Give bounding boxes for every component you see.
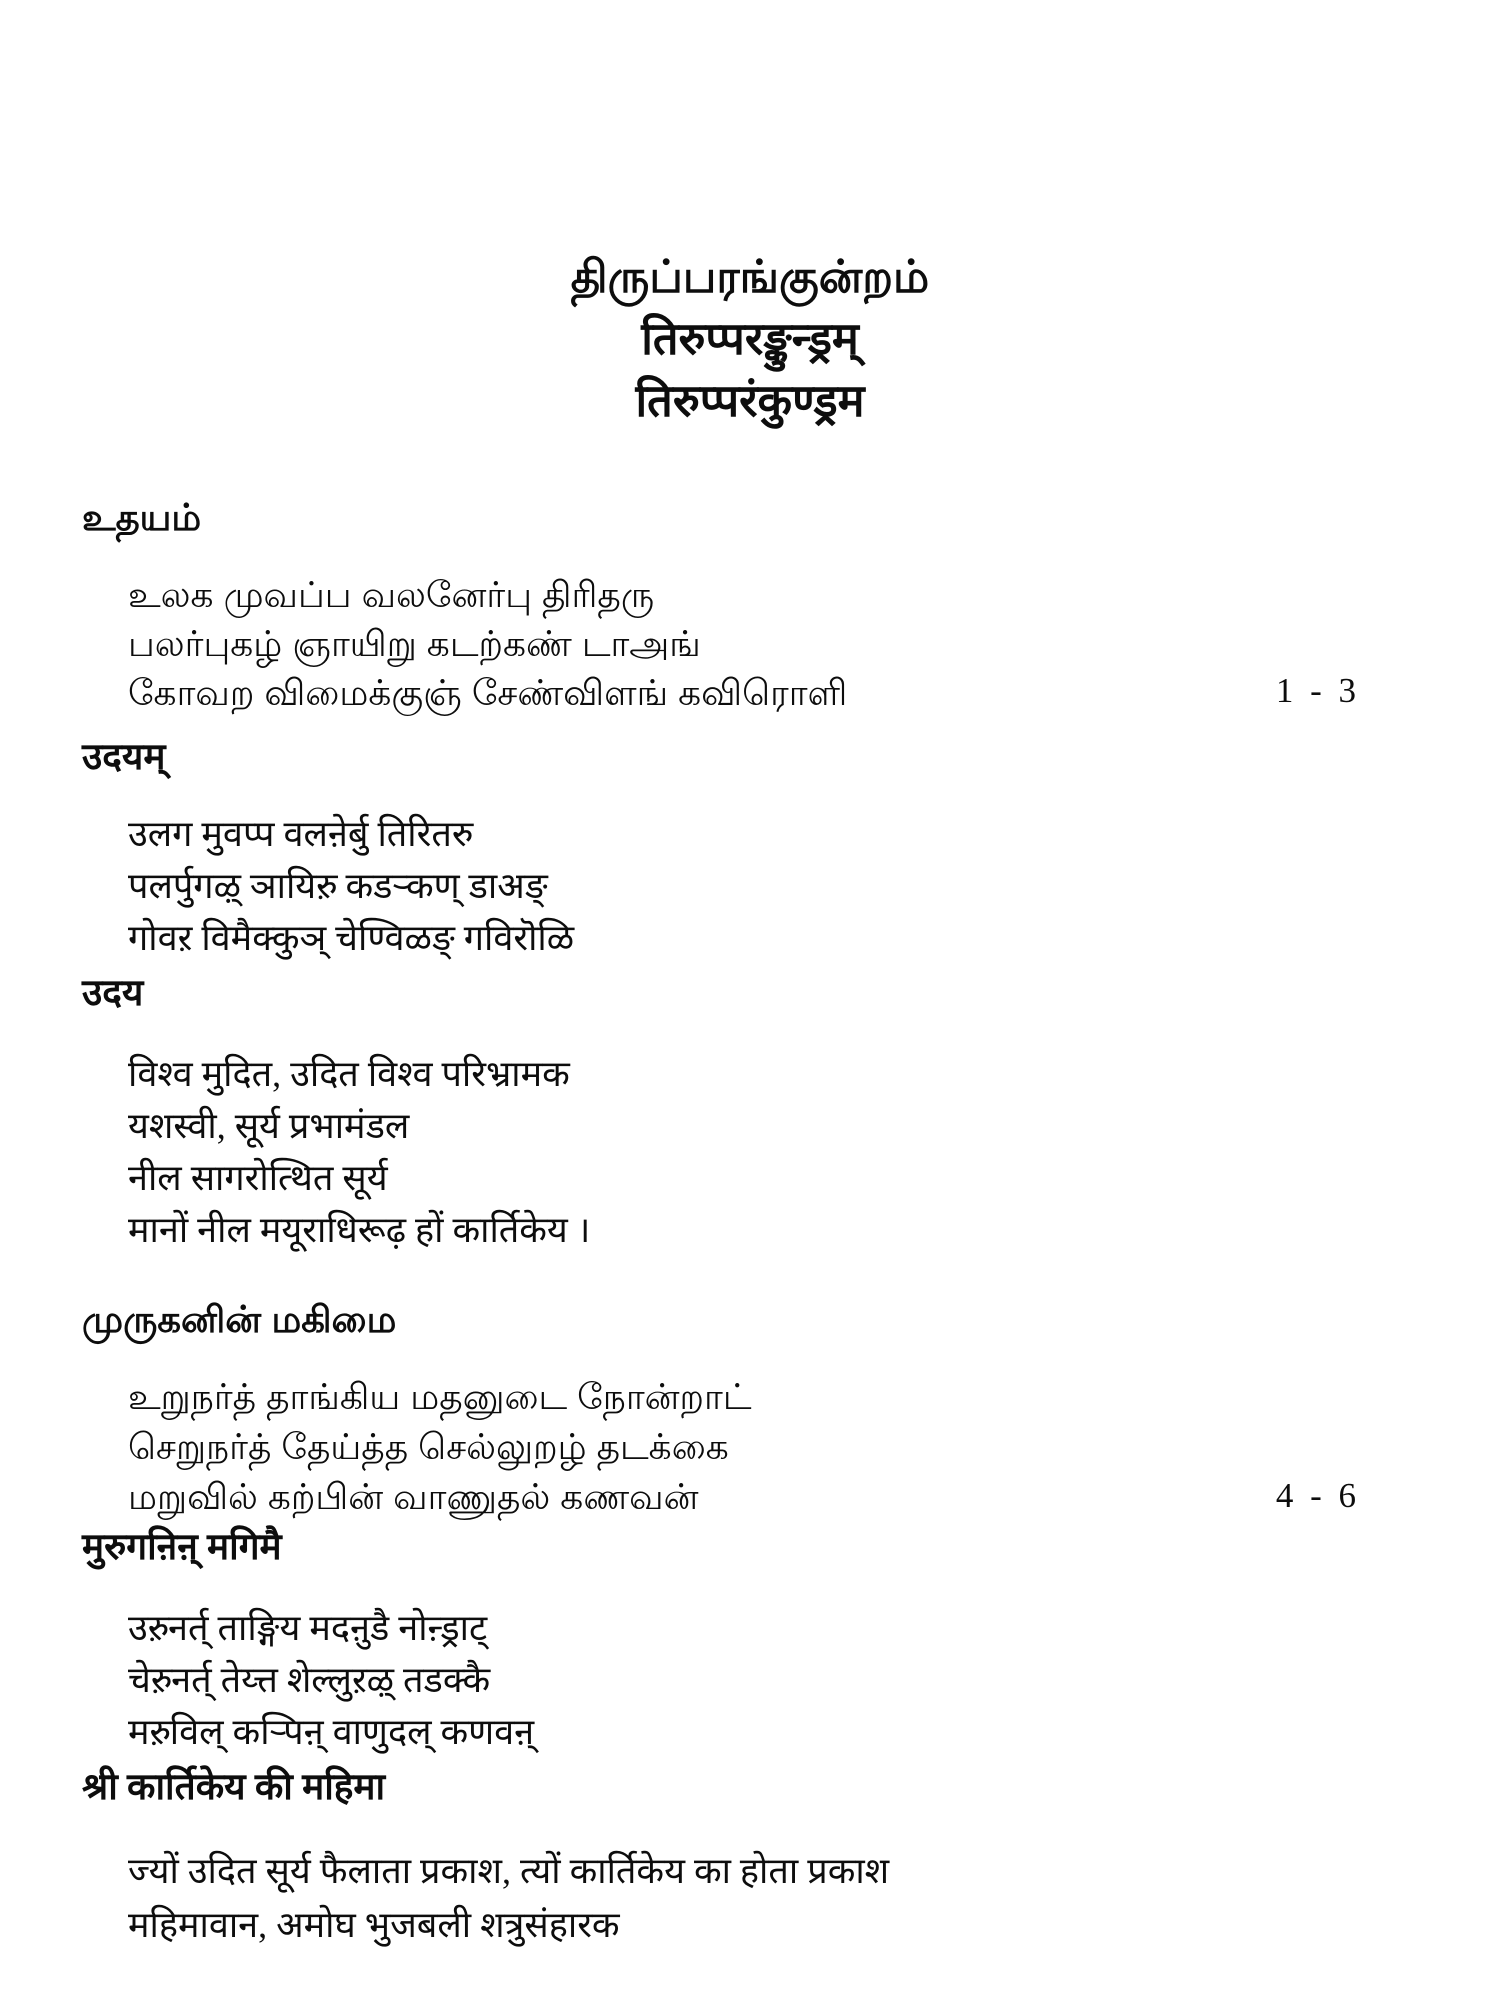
verse-line: உறுநர்த் தாங்கிய மதனுடை நோன்றாட் xyxy=(128,1376,752,1417)
section-murugan-glory-tamil xyxy=(0,1298,1500,1522)
section-uday-hindi xyxy=(0,972,1500,1256)
section-kartikeya-glory-hindi xyxy=(0,1766,1500,1952)
verse-number-range: 4 - 6 xyxy=(1275,1476,1360,1515)
section-udayam-tamil xyxy=(0,496,1500,717)
title-block xyxy=(0,0,1500,432)
verse-line: पलर्पुगऴ् ञायिऱु कडऱ्कण् डाअङ् xyxy=(128,866,548,906)
section-heading-devanagari: मुरुगऩिऩ् मगिमै xyxy=(82,1527,282,1568)
verse-line: महिमावान, अमोघ भुजबली शत्रुसंहारक xyxy=(128,1905,620,1945)
verse-line: செறுநர்த் தேய்த்த செல்லுறழ் தடக்கை xyxy=(128,1426,729,1467)
section-murugan-glory-transliteration xyxy=(0,1526,1500,1758)
verse-line: उलग मुवप्प वलऩेर्बु तिरितरु xyxy=(128,814,474,854)
verse-number-range: 1 - 3 xyxy=(1275,671,1360,710)
section-heading-hindi: श्री कार्तिकेय की महिमा xyxy=(82,1767,386,1808)
verse-line: உலக முவப்ப வலனேர்பு திரிதரு xyxy=(128,574,655,615)
verse-block xyxy=(128,1844,1500,1952)
verse-line: ज्यों उदित सूर्य फैलाता प्रकाश, त्यों कार्तिकेय का होता प्रकाश xyxy=(128,1851,890,1891)
verse-line: मानों नील मयूराधिरूढ़ हों कार्तिकेय । xyxy=(128,1210,591,1250)
section-heading-tamil: முருகனின் மகிமை xyxy=(82,1299,397,1340)
section-heading-tamil: உதயம் xyxy=(82,497,202,538)
verse-line: चेऱुनर्त् तेय्त्त शेल्लुऱऴ् तडक्कै xyxy=(128,1660,491,1700)
verse-line: मऱुविल् कऱ्पिऩ् वाणुदल् कणवऩ् xyxy=(128,1712,535,1752)
verse-line: गोवऱ विमैक्कुञ् चेण्विळङ् गविरॊळि xyxy=(128,918,575,958)
page-title-tamil: திருப்பரங்குன்றம் xyxy=(570,251,930,302)
verse-line: यशस्वी, सूर्य प्रभामंडल xyxy=(128,1106,410,1146)
verse-line: மறுவில் கற்பின் வாணுதல் கணவன் xyxy=(128,1476,699,1517)
verse-block xyxy=(128,570,1500,717)
verse-line: विश्व मुदित, उदित विश्व परिभ्रामक xyxy=(128,1054,570,1094)
verse-block xyxy=(128,808,1500,964)
verse-block xyxy=(128,1048,1500,1256)
verse-block xyxy=(128,1602,1500,1758)
section-heading-hindi: उदय xyxy=(82,973,144,1014)
section-udayam-transliteration xyxy=(0,736,1500,964)
verse-block xyxy=(128,1372,1500,1522)
verse-line: नील सागरोत्थित सूर्य xyxy=(128,1158,388,1198)
verse-line: கோவற விமைக்குஞ் சேண்விளங் கவிரொளி xyxy=(128,672,848,713)
verse-line: பலர்புகழ் ஞாயிறு கடற்கண் டாஅங் xyxy=(128,623,701,664)
page-title-hindi-transliteration: तिरुप्परंकुण्ड्रम xyxy=(635,376,865,426)
page-title-sanskrit-transliteration: तिरुप्परङ्कुन्ड्रम् xyxy=(641,314,859,364)
verse-line: उऱुनर्त् ताङ्गिय मदऩुडै नोऩ्ड्राट् xyxy=(128,1608,488,1648)
section-heading-devanagari: उदयम् xyxy=(82,737,166,778)
